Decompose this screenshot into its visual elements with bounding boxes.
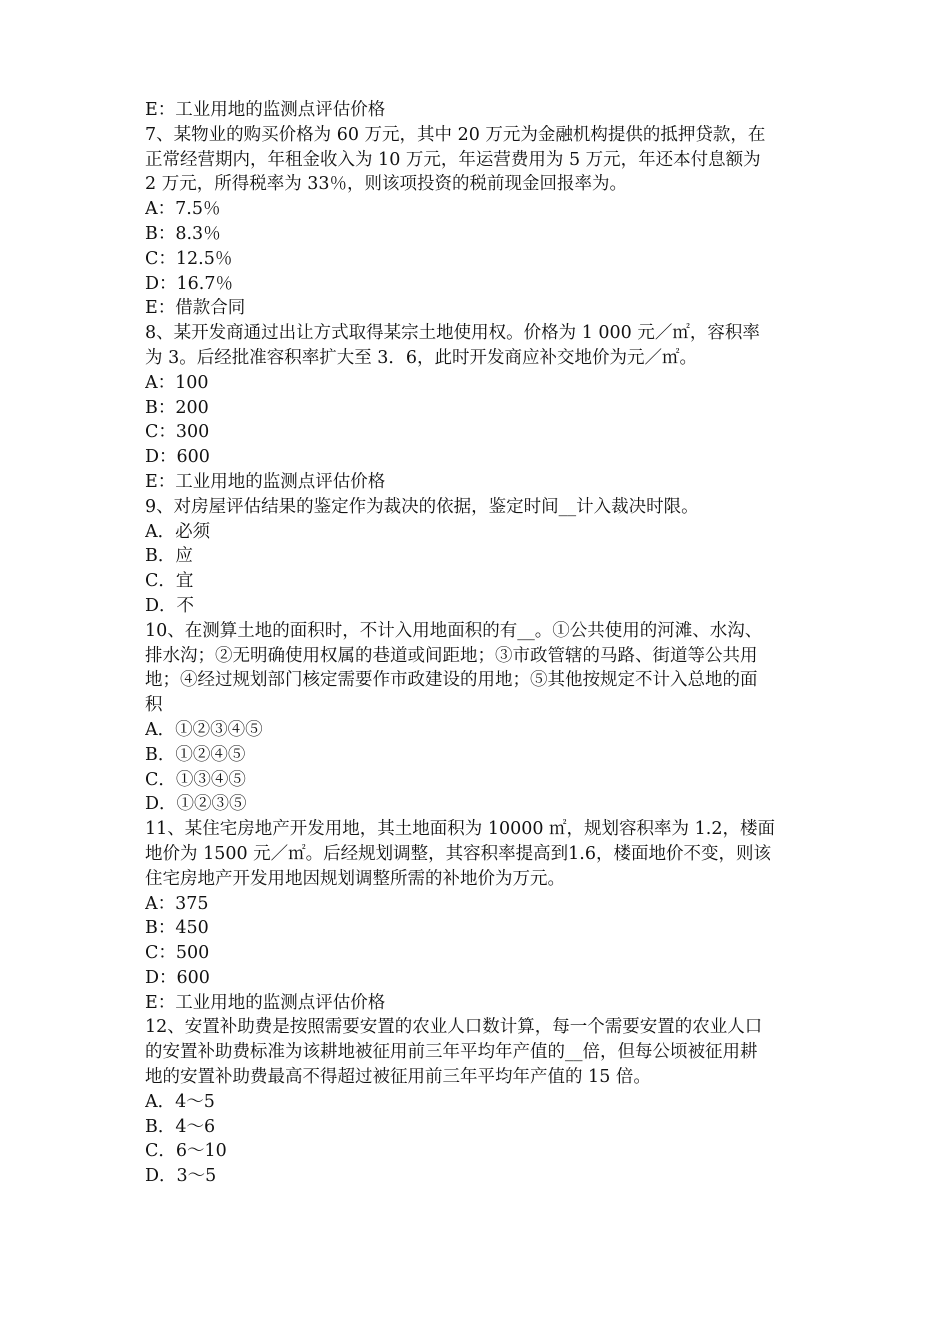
question-text-line: 地；④经过规划部门核定需要作市政建设的用地；⑤其他按规定不计入总地的面 bbox=[145, 670, 758, 691]
question-text-line: 2 万元，所得税率为 33％，则该项投资的税前现金回报率为。 bbox=[145, 174, 628, 195]
question-9 bbox=[145, 495, 813, 520]
option-line: D．不 bbox=[145, 595, 195, 616]
option-line: A．4～5 bbox=[145, 1091, 215, 1112]
option-line: D．3～5 bbox=[145, 1166, 217, 1187]
option-line: E：工业用地的监测点评估价格 bbox=[145, 471, 386, 492]
question-text-line: 12、安置补助费是按照需要安置的农业人口数计算，每一个需要安置的农业人口 bbox=[145, 1017, 763, 1038]
question-text-line: 的安置补助费标准为该耕地被征用前三年平均年产值的__倍，但每公顷被征用耕 bbox=[145, 1042, 758, 1063]
option-line: C：500 bbox=[145, 943, 210, 964]
question-text-line: 7、某物业的购买价格为 60 万元，其中 20 万元为金融机构提供的抵押贷款，在 bbox=[145, 124, 766, 145]
question-text-line: 10、在测算土地的面积时，不计入用地面积的有__。①公共使用的河滩、水沟、 bbox=[145, 620, 763, 641]
question-text-line: 地的安置补助费最高不得超过被征用前三年平均年产值的 15 倍。 bbox=[145, 1067, 651, 1088]
option-line: A．①②③④⑤ bbox=[145, 719, 263, 740]
option-line: C．①③④⑤ bbox=[145, 769, 246, 790]
question-text-line: 正常经营期内，年租金收入为 10 万元，年运营费用为 5 万元，年还本付息额为 bbox=[145, 149, 761, 170]
option-line: E：工业用地的监测点评估价格 bbox=[145, 992, 386, 1013]
question-12 bbox=[145, 1015, 813, 1089]
option-line: A：100 bbox=[145, 372, 209, 393]
option-line: B．①②④⑤ bbox=[145, 744, 246, 765]
option-line: A．必须 bbox=[145, 521, 211, 542]
option-line: C：300 bbox=[145, 422, 210, 443]
question-text-line: 11、某住宅房地产开发用地，其土地面积为 10000 ㎡，规划容积率为 1.2，楼面 bbox=[145, 819, 775, 840]
option-line: A：375 bbox=[145, 893, 209, 914]
option-line: C．6～10 bbox=[145, 1141, 227, 1162]
option-line: E：工业用地的监测点评估价格 bbox=[145, 100, 386, 120]
option-line: B．4～6 bbox=[145, 1116, 216, 1137]
question-text-line: 8、某开发商通过出让方式取得某宗土地使用权。价格为 1 000 元／㎡，容积率 bbox=[145, 323, 760, 344]
question-text-line: 排水沟；②无明确使用权属的巷道或间距地；③市政管辖的马路、街道等公共用 bbox=[145, 645, 758, 666]
option-line: D：16.7％ bbox=[145, 273, 233, 294]
option-line: B：8.3％ bbox=[145, 223, 221, 244]
question-text-line: 住宅房地产开发用地因规划调整所需的补地价为万元。 bbox=[145, 868, 565, 889]
option-line: B：450 bbox=[145, 918, 209, 939]
question-text-line: 为 3。后经批准容积率扩大至 3．6，此时开发商应补交地价为元／㎡。 bbox=[145, 347, 698, 368]
question-text-line: 9、对房屋评估结果的鉴定作为裁决的依据，鉴定时间__计入裁决时限。 bbox=[145, 496, 699, 517]
question-10 bbox=[145, 619, 813, 718]
option-line: C：12.5％ bbox=[145, 248, 233, 269]
option-line: C．宜 bbox=[145, 571, 194, 592]
question-11 bbox=[145, 817, 813, 891]
option-line: D．①②③⑤ bbox=[145, 794, 247, 815]
document-page bbox=[145, 98, 813, 1189]
option-line: D：600 bbox=[145, 967, 210, 988]
option-line: B：200 bbox=[145, 397, 209, 418]
option-line: E：借款合同 bbox=[145, 298, 246, 319]
question-text-line: 地价为 1500 元／㎡。后经规划调整，其容积率提高到1.6，楼面地价不变，则该 bbox=[145, 843, 771, 864]
question-7 bbox=[145, 123, 813, 197]
option-line: D：600 bbox=[145, 447, 210, 468]
question-text-line: 积 bbox=[145, 695, 163, 716]
option-line: B．应 bbox=[145, 546, 193, 567]
question-8 bbox=[145, 321, 813, 371]
option-line: A：7.5％ bbox=[145, 199, 221, 220]
